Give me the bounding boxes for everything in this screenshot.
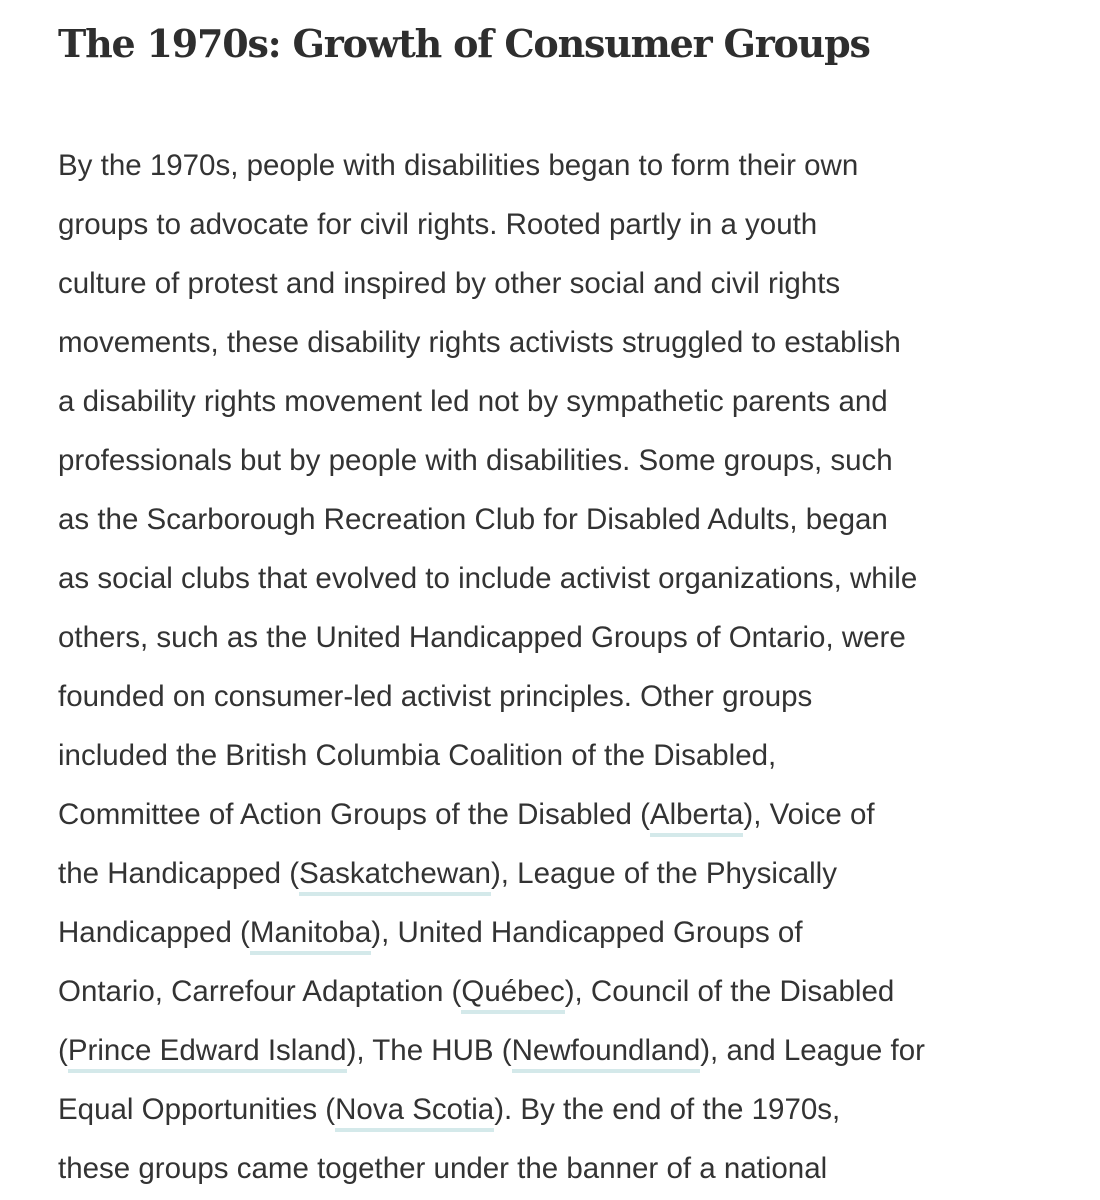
paragraph-line — [58, 608, 1048, 667]
article-title: The 1970s: Growth of Consumer Groups — [58, 21, 870, 66]
text-segment: groups to advocate for civil rights. Rooted partly in a youth — [58, 208, 818, 241]
paragraph-line — [58, 431, 1048, 490]
text-segment: By the 1970s, people with disabilities began to form their own — [58, 149, 859, 182]
text-segment: Handicapped ( — [58, 916, 250, 949]
text-segment: founded on consumer-led activist principles. Other groups — [58, 680, 813, 713]
link-alberta[interactable]: Alberta — [650, 798, 743, 837]
text-segment: movements, these disability rights activists struggled to establish — [58, 326, 901, 359]
text-segment: culture of protest and inspired by other social and civil rights — [58, 267, 841, 300]
text-segment: these groups came together under the banner of a national — [58, 1152, 828, 1185]
link-manitoba[interactable]: Manitoba — [250, 916, 371, 955]
text-segment: ( — [58, 1034, 68, 1067]
link-prince-edward-island[interactable]: Prince Edward Island — [68, 1034, 347, 1073]
link-quebec[interactable]: Québec — [461, 975, 564, 1014]
paragraph-line — [58, 962, 1048, 1021]
text-segment: ), United Handicapped Groups of — [371, 916, 803, 949]
text-segment: ), The HUB ( — [346, 1034, 512, 1067]
paragraph-line — [58, 313, 1048, 372]
paragraph-line — [58, 490, 1048, 549]
text-segment: Committee of Action Groups of the Disabled ( — [58, 798, 650, 831]
paragraph-line — [58, 372, 1048, 431]
text-segment: ), Council of the Disabled — [564, 975, 895, 1008]
text-segment: ), Voice of — [743, 798, 875, 831]
text-segment: professionals but by people with disabilities. Some groups, such — [58, 444, 893, 477]
paragraph-line — [58, 1021, 1048, 1080]
paragraph-line — [58, 667, 1048, 726]
text-segment: included the British Columbia Coalition of the Disabled, — [58, 739, 777, 772]
text-segment: ), and League for — [700, 1034, 925, 1067]
text-segment: as social clubs that evolved to include activist organizations, while — [58, 562, 918, 595]
paragraph-line — [58, 1139, 1048, 1198]
paragraph-line — [58, 549, 1048, 608]
text-segment: ). By the end of the 1970s, — [494, 1093, 841, 1126]
paragraph-line — [58, 903, 1048, 962]
paragraph-line — [58, 195, 1048, 254]
paragraph-line — [58, 254, 1048, 313]
paragraph-line — [58, 136, 1048, 195]
article-paragraph — [58, 136, 1048, 1198]
article — [58, 18, 1048, 1185]
text-segment: as the Scarborough Recreation Club for Disabled Adults, began — [58, 503, 888, 536]
text-segment: others, such as the United Handicapped Groups of Ontario, were — [58, 621, 906, 654]
text-segment: a disability rights movement led not by sympathetic parents and — [58, 385, 888, 418]
paragraph-line — [58, 785, 1048, 844]
paragraph-line — [58, 726, 1048, 785]
paragraph-line — [58, 844, 1048, 903]
paragraph-line — [58, 1080, 1048, 1139]
text-segment: ), League of the Physically — [490, 857, 837, 890]
text-segment: the Handicapped ( — [58, 857, 300, 890]
link-newfoundland[interactable]: Newfoundland — [512, 1034, 701, 1073]
link-saskatchewan[interactable]: Saskatchewan — [299, 857, 491, 896]
link-nova-scotia[interactable]: Nova Scotia — [335, 1093, 494, 1132]
text-segment: Ontario, Carrefour Adaptation ( — [58, 975, 462, 1008]
text-segment: Equal Opportunities ( — [58, 1093, 336, 1126]
